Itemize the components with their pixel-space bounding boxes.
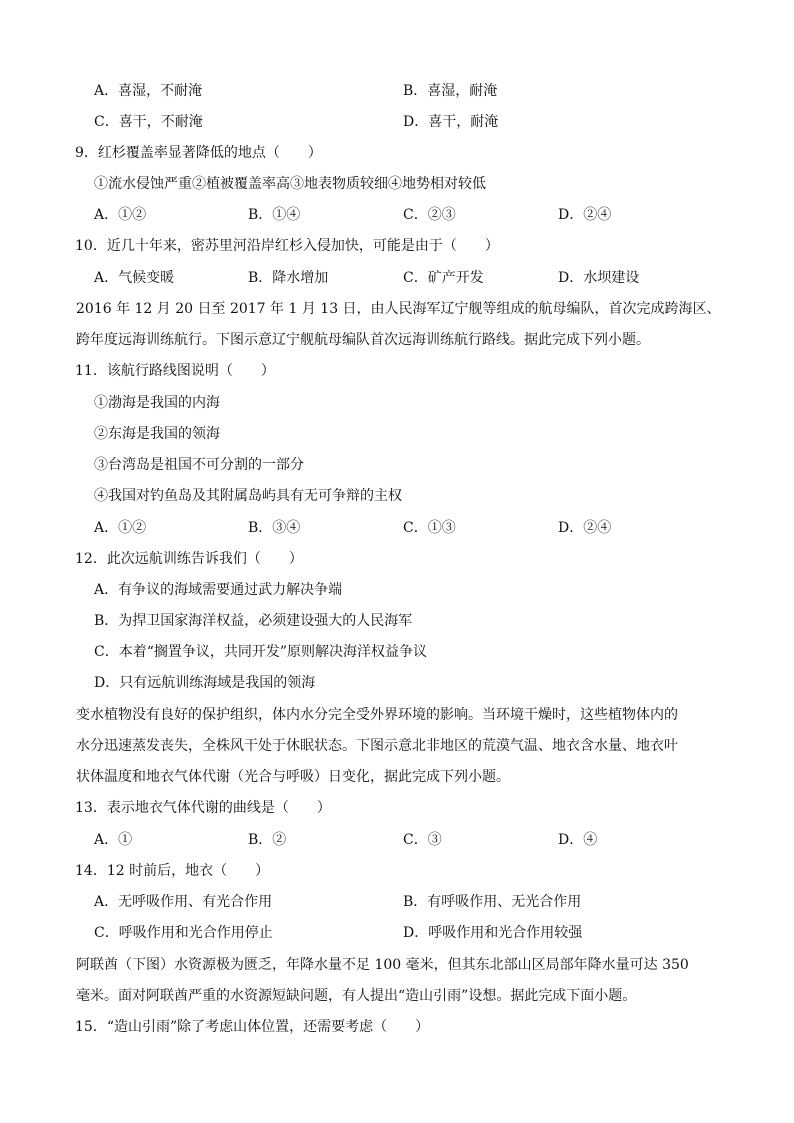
q12-option-b: B．为捍卫国家海洋权益，必须建设强大的人民海军 xyxy=(94,613,413,629)
passage-uae-line2: 毫米。面对阿联酋严重的水资源短缺问题，有人提出“造山引雨”设想。据此完成下面小题。 xyxy=(76,988,637,1004)
q11-statement-3: ③台湾岛是祖国不可分割的一部分 xyxy=(94,457,304,473)
q13-option-b: B．② xyxy=(248,832,287,848)
q14-option-d: D．呼吸作用和光合作用较强 xyxy=(403,925,583,941)
q9-option-a: A．①② xyxy=(94,207,147,223)
q8-option-d: D．喜干，耐淹 xyxy=(403,114,499,130)
q11-statement-1: ①渤海是我国的内海 xyxy=(94,395,220,411)
q11-statement-2: ②东海是我国的领海 xyxy=(94,426,220,442)
q12-option-c: C．本着“搁置争议，共同开发”原则解决海洋权益争议 xyxy=(94,644,428,660)
passage-lichen-line3: 状体温度和地衣气体代谢（光合与呼吸）日变化，据此完成下列小题。 xyxy=(76,769,510,785)
q12-option-a: A．有争议的海域需要通过武力解决争端 xyxy=(94,582,343,598)
q9-stem: 9．红杉覆盖率显著降低的地点（ ） xyxy=(75,145,322,161)
q9-option-c: C．②③ xyxy=(403,207,456,223)
q11-option-b: B．③④ xyxy=(248,520,301,536)
q10-option-b: B．降水增加 xyxy=(248,270,329,286)
q11-option-a: A．①② xyxy=(94,520,147,536)
q14-option-c: C．呼吸作用和光合作用停止 xyxy=(94,925,273,941)
q10-stem: 10．近几十年来，密苏里河沿岸红杉入侵加快，可能是由于（ ） xyxy=(75,238,499,254)
q10-option-d: D．水坝建设 xyxy=(558,270,640,286)
q11-option-d: D．②④ xyxy=(558,520,612,536)
q12-option-d: D．只有远航训练海域是我国的领海 xyxy=(94,675,316,691)
q8-option-a: A．喜湿，不耐淹 xyxy=(94,83,203,99)
q9-option-d: D．②④ xyxy=(558,207,612,223)
q11-option-c: C．①③ xyxy=(403,520,456,536)
q13-option-d: D．④ xyxy=(558,832,598,848)
q9-statements: ①流水侵蚀严重②植被覆盖率高③地表物质较细④地势相对较低 xyxy=(94,176,486,192)
passage-lichen-line2: 水分迅速蒸发丧失，全株风干处于休眠状态。下图示意北非地区的荒漠气温、地衣含水量、地衣叶 xyxy=(76,738,678,754)
q8-option-b: B．喜湿，耐淹 xyxy=(403,83,498,99)
passage-uae-line1: 阿联酋（下图）水资源极为匮乏，年降水量不足 100 毫米，但其东北部山区局部年降水量可达 350 xyxy=(76,957,689,973)
q8-option-c: C．喜干，不耐淹 xyxy=(94,114,203,130)
q13-option-c: C．③ xyxy=(403,832,442,848)
q9-option-b: B．①④ xyxy=(248,207,301,223)
passage-carrier-line2: 跨年度远海训练航行。下图示意辽宁舰航母编队首次远海训练航行路线。据此完成下列小题。 xyxy=(76,332,650,348)
q10-option-a: A．气候变暖 xyxy=(94,270,175,286)
q13-option-a: A．① xyxy=(94,832,133,848)
q13-stem: 13．表示地衣气体代谢的曲线是（ ） xyxy=(75,800,331,816)
q14-option-b: B．有呼吸作用、无光合作用 xyxy=(403,894,582,910)
passage-carrier-line1: 2016 年 12 月 20 日至 2017 年 1 月 13 日，由人民海军辽宁舰等组成的航母编队，首次完成跨海区、 xyxy=(76,301,721,317)
q12-stem: 12．此次远航训练告诉我们（ ） xyxy=(75,551,303,567)
q15-stem: 15．“造山引雨”除了考虑山体位置，还需要考虑（ ） xyxy=(75,1019,430,1035)
passage-lichen-line1: 变水植物没有良好的保护组织，体内水分完全受外界环境的影响。当环境干燥时，这些植物体内的 xyxy=(76,707,678,723)
q10-option-c: C．矿产开发 xyxy=(403,270,484,286)
q14-option-a: A．无呼吸作用、有光合作用 xyxy=(94,894,273,910)
q11-statement-4: ④我国对钓鱼岛及其附属岛屿具有无可争辩的主权 xyxy=(94,488,402,504)
q11-stem: 11．该航行路线图说明（ ） xyxy=(75,363,275,379)
q14-stem: 14．12 时前后，地衣（ ） xyxy=(75,863,270,879)
